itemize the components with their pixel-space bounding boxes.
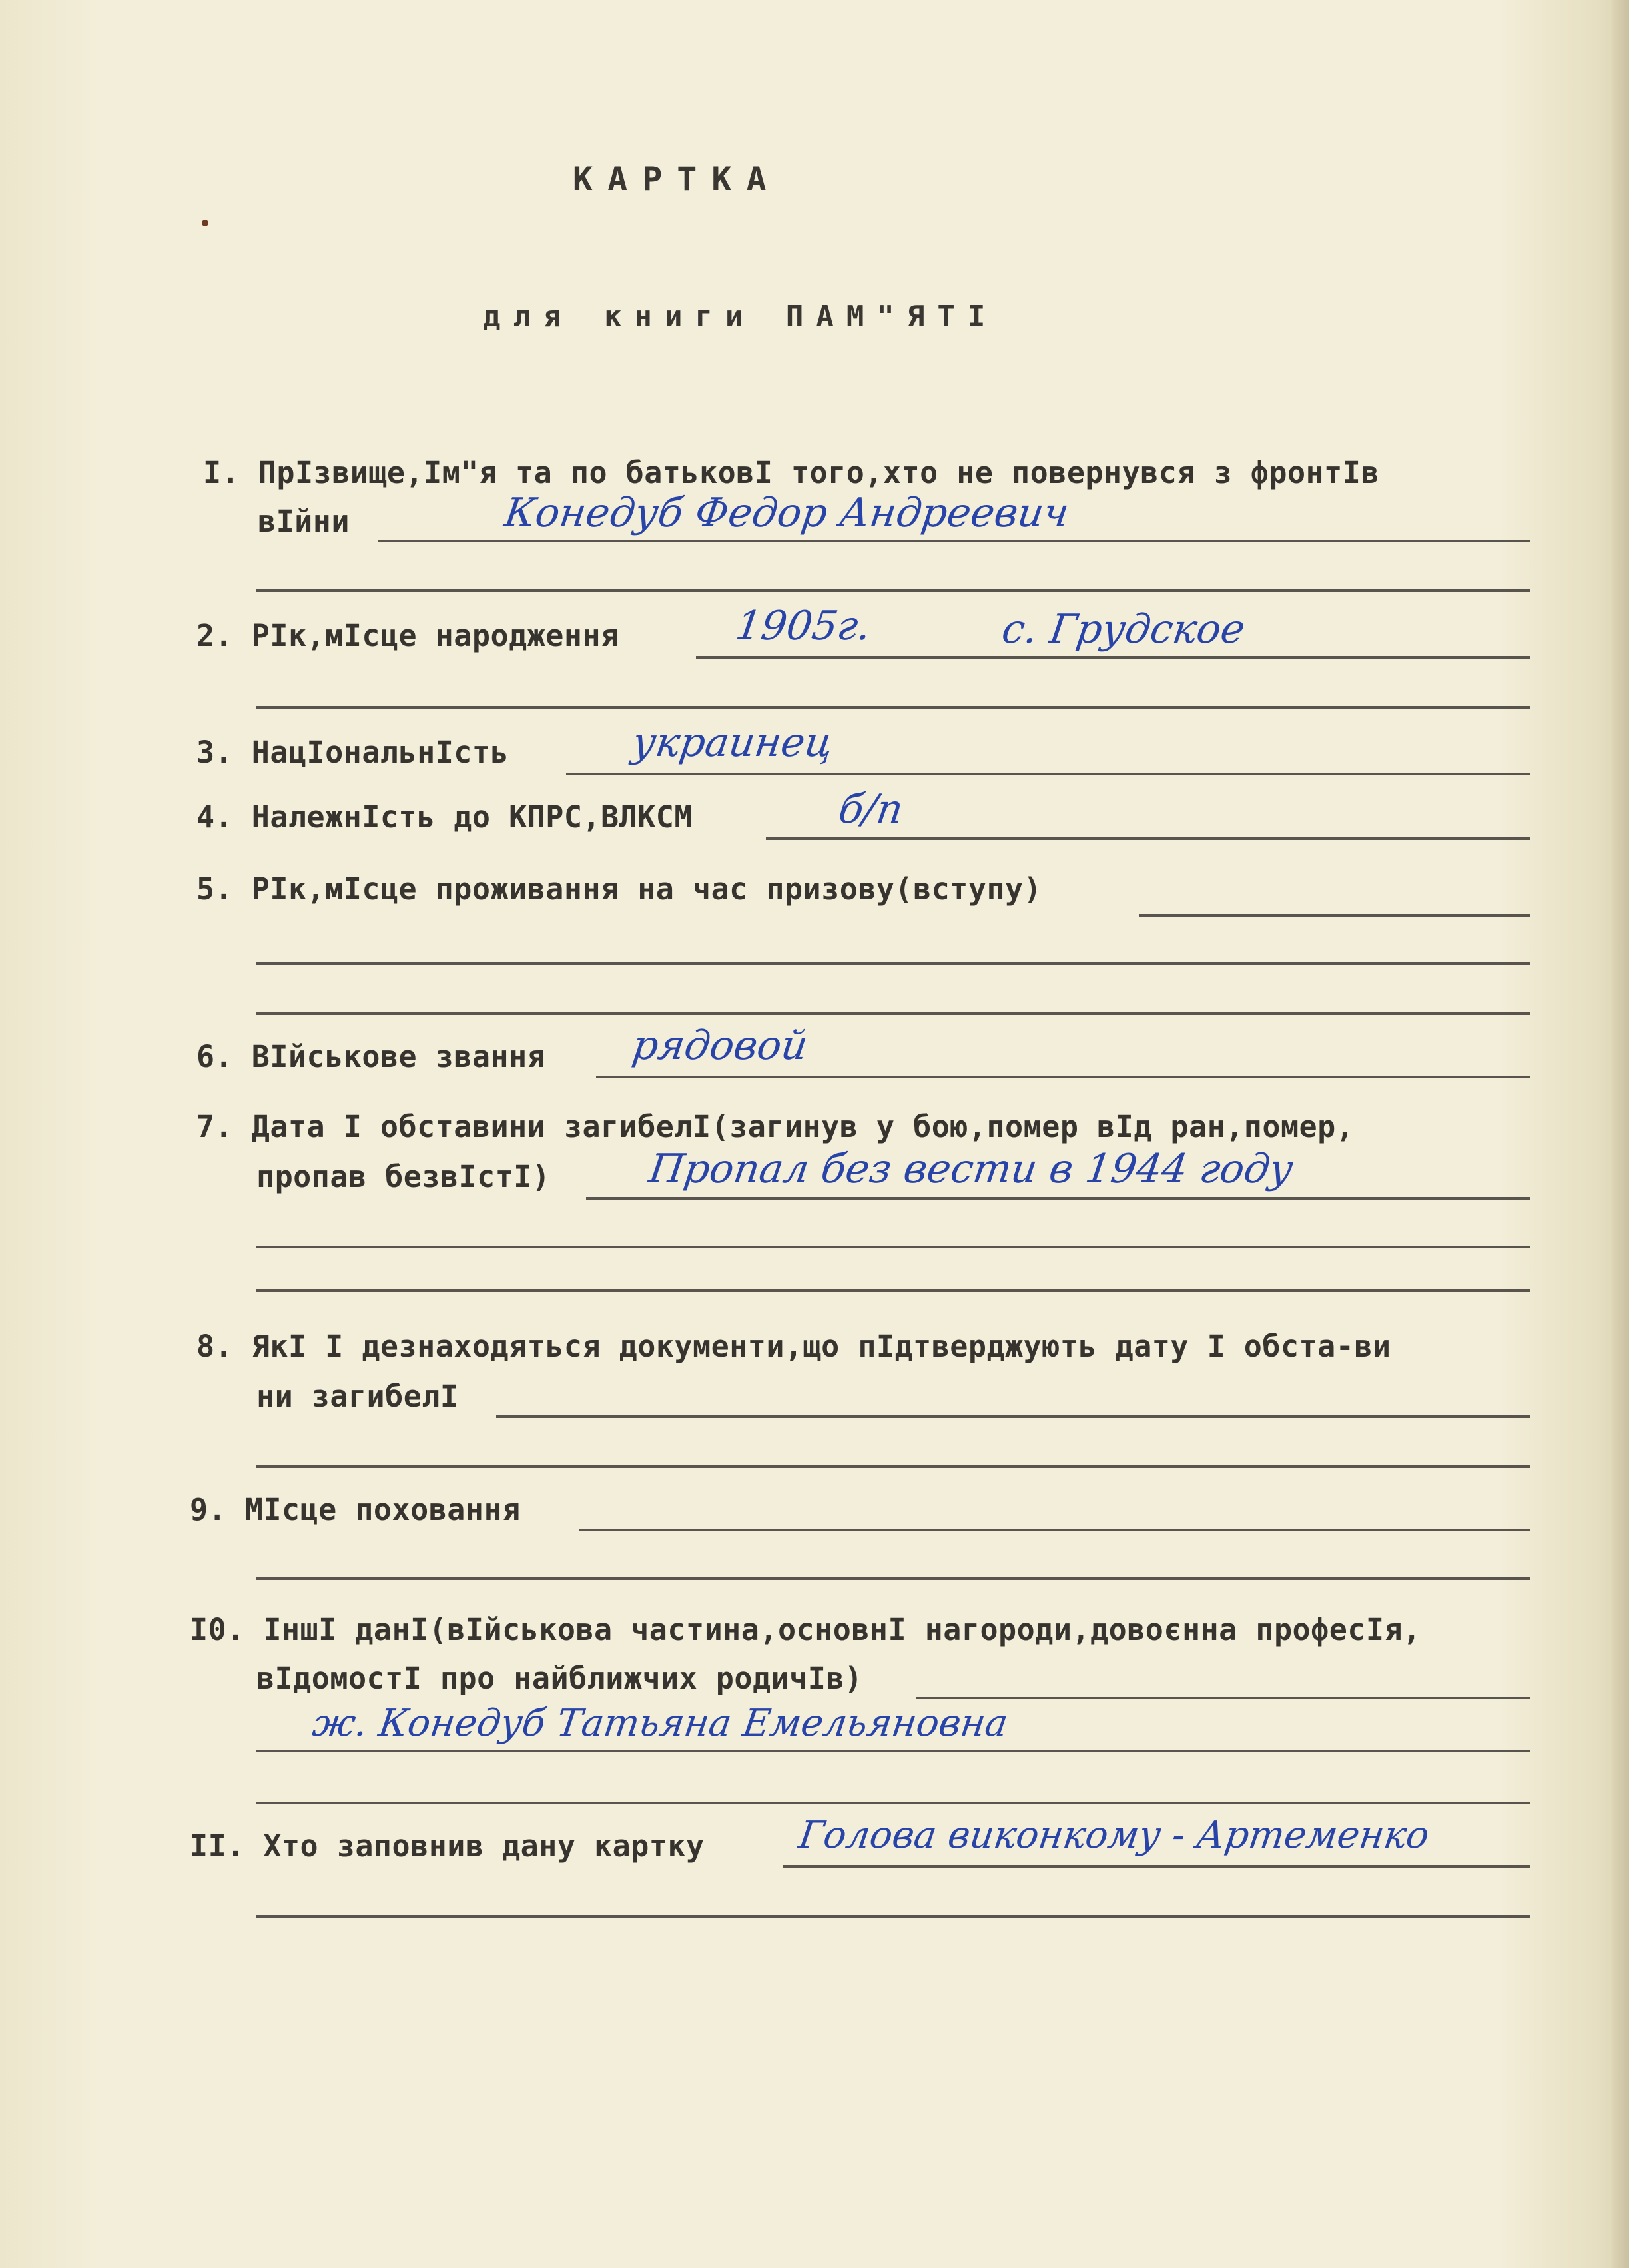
item-5-line-1 [1139,914,1530,917]
item-5-label: 5. РІк,мІсце проживання на час призову(вступу) [196,871,1042,907]
item-7-line-3 [256,1289,1530,1292]
item-10-label: I0. ІншІ данІ(вІйськова частина,основнІ нагороди,довоєнна професІя, [190,1612,1421,1647]
item-9-label: 9. МІсце поховання [190,1492,521,1527]
item-9-line-2 [256,1577,1530,1580]
item-10-line-2 [256,1750,1530,1752]
item-8-label: 8. ЯкІ І дезнаходяться документи,що пІдтверджують дату І обста-ви [196,1329,1391,1364]
item-8-line-1 [496,1415,1530,1418]
item-11-line-1 [783,1865,1530,1868]
item-1-line-2 [256,589,1530,592]
item-11-value: Голова виконкому - Артеменко [796,1814,1432,1857]
item-6-line [596,1076,1530,1078]
document-subtitle: для книги ПАМ"ЯТІ [483,300,998,334]
item-3-value: украинец [629,719,836,766]
item-5-line-2 [256,962,1530,965]
item-11-label: II. Хто заповнив дану картку [190,1828,705,1864]
item-9-line-1 [579,1529,1530,1531]
item-4-value: б/п [836,786,906,833]
item-11-line-2 [256,1915,1530,1918]
ink-spot [202,220,208,226]
item-6-value: рядовой [629,1022,811,1069]
paper-edge [1612,0,1629,2268]
item-2-value-place: с. Грудское [999,606,1248,653]
item-10-label-cont: вІдомостІ про найближчих родичІв) [256,1661,863,1696]
item-6-label: 6. ВІйськове звання [196,1039,546,1074]
item-7-value: Пропал без вести в 1944 году [646,1146,1297,1192]
item-10-line-1 [916,1697,1530,1699]
item-5-line-3 [256,1012,1530,1015]
item-8-line-2 [256,1465,1530,1468]
item-8-label-cont: ни загибелІ [256,1379,459,1414]
item-3-line [566,773,1530,775]
item-7-line-2 [256,1246,1530,1248]
item-7-label: 7. Дата І обставини загибелІ(загинув у бою,помер вІд ран,помер, [196,1109,1355,1144]
item-10-line-3 [256,1802,1530,1804]
item-7-line-1 [586,1197,1530,1200]
item-1-value: Конедуб Федор Андреевич [501,490,1072,536]
document-title: КАРТКА [573,160,781,198]
item-2-line-1 [696,656,1530,659]
item-7-label-cont: пропав безвІстІ) [256,1159,551,1194]
item-2-value-year: 1905г. [733,603,874,649]
item-4-label: 4. НалежнІсть до КПРС,ВЛКСМ [196,799,693,835]
item-4-line [766,837,1530,840]
item-10-value: ж. Конедуб Татьяна Емельяновна [310,1702,1011,1745]
item-1-label-cont: вІйни [258,504,350,539]
item-3-label: 3. НацІональнІсть [196,735,509,770]
item-1-line-1 [378,540,1530,542]
item-2-line-2 [256,706,1530,709]
item-2-label: 2. РІк,мІсце народження [196,618,619,653]
item-1-label: I. ПрІзвище,Ім"я та по батьковІ того,хто не повернувся з фронтІв [203,455,1379,490]
